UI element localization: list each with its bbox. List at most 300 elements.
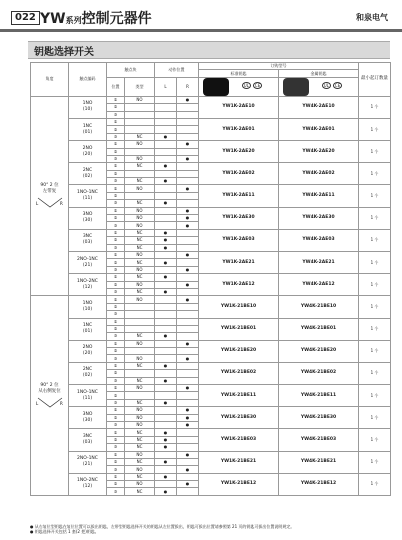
action-l: ● bbox=[155, 229, 177, 236]
min-qty: 1 个 bbox=[359, 318, 391, 340]
header-divider bbox=[0, 29, 402, 32]
std-key-model: YW1K-2AE03 bbox=[199, 229, 279, 251]
contact-code: 3NO (30) bbox=[69, 207, 107, 229]
header-row bbox=[31, 63, 391, 70]
metal-key-model: YW4K-21BE12 bbox=[279, 473, 359, 495]
min-qty: 1 个 bbox=[359, 340, 391, 362]
action-r bbox=[177, 318, 199, 325]
contact-position: ① bbox=[107, 141, 125, 148]
table-row bbox=[31, 118, 391, 125]
series-suffix: 系列 bbox=[65, 16, 82, 25]
action-l bbox=[155, 451, 177, 458]
action-r: ● bbox=[177, 185, 199, 192]
section-banner bbox=[28, 41, 390, 59]
contact-type: NC bbox=[125, 274, 155, 281]
action-r: ● bbox=[177, 207, 199, 214]
contact-position: ① bbox=[107, 407, 125, 414]
contact-position: ③ bbox=[107, 200, 125, 207]
action-r bbox=[177, 237, 199, 244]
std-key-model: YW1K-21BE03 bbox=[199, 429, 279, 451]
contact-type: NO bbox=[125, 281, 155, 288]
contact-position: ② bbox=[107, 348, 125, 355]
footnote: ● 从右复位型钥匙在复位位置可以拔出钥匙，左带型钥匙选择开关的钥匙从左位置拔出，钥匙可拔出位置请参照第 21 页的钥匙可拔出位置说明规定。 bbox=[30, 524, 295, 529]
min-qty: 1 个 bbox=[359, 407, 391, 429]
action-r bbox=[177, 178, 199, 185]
contact-type bbox=[125, 370, 155, 377]
contact-code: 2NO-1NC (21) bbox=[69, 451, 107, 473]
order-model-header: 订购型号 bbox=[199, 63, 359, 70]
min-qty: 1 个 bbox=[359, 429, 391, 451]
std-key-model: YW1K-21BE01 bbox=[199, 318, 279, 340]
std-key-image-cell bbox=[199, 77, 279, 96]
action-l bbox=[155, 155, 177, 162]
contact-type bbox=[125, 325, 155, 332]
action-r: ● bbox=[177, 451, 199, 458]
metal-key-model: YW4K-21BE01 bbox=[279, 318, 359, 340]
contact-position: ③ bbox=[107, 333, 125, 340]
action-r: ● bbox=[177, 421, 199, 428]
table-row bbox=[31, 274, 391, 281]
contact-position: ② bbox=[107, 215, 125, 222]
action-l bbox=[155, 392, 177, 399]
metal-key-model: YW4K-2AE01 bbox=[279, 118, 359, 140]
contact-position: ③ bbox=[107, 488, 125, 495]
min-qty: 1 个 bbox=[359, 207, 391, 229]
action-l bbox=[155, 340, 177, 347]
action-r bbox=[177, 104, 199, 111]
std-key-model: YW1K-21BE21 bbox=[199, 451, 279, 473]
action-l bbox=[155, 421, 177, 428]
table-row bbox=[31, 407, 391, 414]
r-header: R bbox=[177, 77, 199, 96]
contact-type: NC bbox=[125, 163, 155, 170]
diagram-label-l: L bbox=[35, 400, 38, 406]
contact-position: ② bbox=[107, 458, 125, 465]
action-l bbox=[155, 111, 177, 118]
metal-key-model: YW4K-21BE03 bbox=[279, 429, 359, 451]
table-row bbox=[31, 318, 391, 325]
action-r bbox=[177, 488, 199, 495]
contact-position: ① bbox=[107, 362, 125, 369]
min-qty: 1 个 bbox=[359, 163, 391, 185]
table-row bbox=[31, 473, 391, 480]
contact-type: NC bbox=[125, 288, 155, 295]
contact-type: NO bbox=[125, 185, 155, 192]
action-r: ● bbox=[177, 215, 199, 222]
contact-type: NO bbox=[125, 407, 155, 414]
contact-type: NC bbox=[125, 200, 155, 207]
contact-type: NO bbox=[125, 414, 155, 421]
min-qty: 1 个 bbox=[359, 251, 391, 273]
contact-block-header: 触点块 bbox=[107, 63, 155, 78]
action-l bbox=[155, 118, 177, 125]
action-l: ● bbox=[155, 458, 177, 465]
table-row bbox=[31, 251, 391, 258]
contact-position: ③ bbox=[107, 244, 125, 251]
spec-table bbox=[30, 62, 391, 496]
contact-type bbox=[125, 170, 155, 177]
min-qty: 1 个 bbox=[359, 118, 391, 140]
table-row bbox=[31, 429, 391, 436]
action-l bbox=[155, 215, 177, 222]
certification-marks bbox=[312, 83, 354, 91]
metal-key-model: YW4K-2AE12 bbox=[279, 274, 359, 296]
key-switch-photo bbox=[203, 78, 229, 96]
contact-code: 2NO-1NC (21) bbox=[69, 251, 107, 273]
metal-key-model: YW4K-2AE02 bbox=[279, 163, 359, 185]
metal-key-model: YW4K-21BE30 bbox=[279, 407, 359, 429]
action-r bbox=[177, 133, 199, 140]
table-row bbox=[31, 207, 391, 214]
contact-position: ③ bbox=[107, 355, 125, 362]
action-l bbox=[155, 303, 177, 310]
contact-type: NC bbox=[125, 229, 155, 236]
contact-position: ① bbox=[107, 274, 125, 281]
action-l: ● bbox=[155, 274, 177, 281]
action-l bbox=[155, 385, 177, 392]
action-l: ● bbox=[155, 178, 177, 185]
action-r: ● bbox=[177, 414, 199, 421]
action-r: ● bbox=[177, 385, 199, 392]
action-l bbox=[155, 466, 177, 473]
min-qty: 1 个 bbox=[359, 96, 391, 118]
action-l: ● bbox=[155, 444, 177, 451]
contact-type: NO bbox=[125, 466, 155, 473]
action-r bbox=[177, 111, 199, 118]
action-l bbox=[155, 222, 177, 229]
contact-position: ② bbox=[107, 148, 125, 155]
action-l: ● bbox=[155, 436, 177, 443]
action-l bbox=[155, 481, 177, 488]
min-qty: 1 个 bbox=[359, 229, 391, 251]
contact-type bbox=[125, 318, 155, 325]
action-l bbox=[155, 251, 177, 258]
angle-header: 角度 bbox=[31, 63, 69, 97]
action-r bbox=[177, 163, 199, 170]
contact-code: 2NO (20) bbox=[69, 141, 107, 163]
std-key-model: YW1K-2AE02 bbox=[199, 163, 279, 185]
contact-code: 3NC (03) bbox=[69, 229, 107, 251]
metal-key-model: YW4K-2AE10 bbox=[279, 96, 359, 118]
table-row bbox=[31, 96, 391, 103]
contact-position: ③ bbox=[107, 466, 125, 473]
action-l bbox=[155, 370, 177, 377]
action-r bbox=[177, 370, 199, 377]
min-qty: 1 个 bbox=[359, 141, 391, 163]
action-position-header: 动作位置 bbox=[155, 63, 199, 78]
action-r bbox=[177, 458, 199, 465]
std-key-model: YW1K-2AE11 bbox=[199, 185, 279, 207]
std-key-header: 标准钥匙 bbox=[199, 70, 279, 77]
action-l: ● bbox=[155, 362, 177, 369]
contact-code: 2NC (02) bbox=[69, 163, 107, 185]
contact-type: NO bbox=[125, 207, 155, 214]
contact-position: ① bbox=[107, 451, 125, 458]
action-r bbox=[177, 362, 199, 369]
action-l: ● bbox=[155, 429, 177, 436]
contact-position: ② bbox=[107, 192, 125, 199]
metal-key-model: YW4K-21BE11 bbox=[279, 385, 359, 407]
contact-type bbox=[125, 303, 155, 310]
footnote: ● 钥匙选择开关包括 1 套(2 把)钥匙。 bbox=[30, 529, 99, 534]
contact-type: NC bbox=[125, 458, 155, 465]
contact-position: ③ bbox=[107, 399, 125, 406]
action-r bbox=[177, 229, 199, 236]
diagram-label-r: R bbox=[59, 201, 63, 207]
contact-type: NC bbox=[125, 399, 155, 406]
table-row bbox=[31, 296, 391, 303]
action-l: ● bbox=[155, 473, 177, 480]
min-qty-label: 最小起订数量 bbox=[361, 76, 388, 82]
metal-key-model: YW4K-21BE02 bbox=[279, 362, 359, 384]
contact-position: ① bbox=[107, 429, 125, 436]
contact-type bbox=[125, 104, 155, 111]
action-r bbox=[177, 377, 199, 384]
series-title bbox=[40, 8, 152, 28]
action-r bbox=[177, 288, 199, 295]
std-key-model: YW1K-21BE10 bbox=[199, 296, 279, 318]
contact-code: 1NO-1NC (11) bbox=[69, 385, 107, 407]
contact-position: ① bbox=[107, 229, 125, 236]
contact-position: ① bbox=[107, 96, 125, 103]
action-r bbox=[177, 126, 199, 133]
angle-cell bbox=[31, 296, 69, 496]
action-r: ● bbox=[177, 222, 199, 229]
contact-code: 1NO (10) bbox=[69, 96, 107, 118]
action-r bbox=[177, 244, 199, 251]
contact-position: ② bbox=[107, 325, 125, 332]
contact-position: ① bbox=[107, 185, 125, 192]
contact-code: 2NC (02) bbox=[69, 362, 107, 384]
action-r: ● bbox=[177, 96, 199, 103]
contact-type: NO bbox=[125, 155, 155, 162]
action-l: ● bbox=[155, 200, 177, 207]
contact-code: 3NO (30) bbox=[69, 407, 107, 429]
contact-type: NO bbox=[125, 222, 155, 229]
table-row bbox=[31, 340, 391, 347]
action-l bbox=[155, 170, 177, 177]
contact-position: ① bbox=[107, 385, 125, 392]
angle-label: 90° 2 位 从右侧复位 bbox=[38, 382, 61, 394]
contact-type: NC bbox=[125, 333, 155, 340]
action-l: ● bbox=[155, 333, 177, 340]
action-r: ● bbox=[177, 251, 199, 258]
std-key-model: YW1K-2AE30 bbox=[199, 207, 279, 229]
min-qty: 1 个 bbox=[359, 296, 391, 318]
action-r: ● bbox=[177, 481, 199, 488]
action-r bbox=[177, 333, 199, 340]
action-r: ● bbox=[177, 466, 199, 473]
std-key-model: YW1K-2AE21 bbox=[199, 251, 279, 273]
contact-code: 1NO (10) bbox=[69, 296, 107, 318]
table-row bbox=[31, 451, 391, 458]
contact-type bbox=[125, 111, 155, 118]
page-header bbox=[0, 0, 402, 28]
table-row bbox=[31, 362, 391, 369]
action-l bbox=[155, 414, 177, 421]
category-title: 控制元器件 bbox=[81, 11, 152, 27]
action-l bbox=[155, 266, 177, 273]
rotation-diagram bbox=[35, 195, 65, 209]
action-l: ● bbox=[155, 488, 177, 495]
metal-key-header: 金属钥匙 bbox=[279, 70, 359, 77]
std-key-model: YW1K-21BE11 bbox=[199, 385, 279, 407]
table-row bbox=[31, 229, 391, 236]
std-key-model: YW1K-2AE12 bbox=[199, 274, 279, 296]
action-r bbox=[177, 192, 199, 199]
contact-position: ① bbox=[107, 296, 125, 303]
action-r: ● bbox=[177, 340, 199, 347]
contact-code: 3NC (03) bbox=[69, 429, 107, 451]
l-header: L bbox=[155, 77, 177, 96]
std-key-model: YW1K-21BE20 bbox=[199, 340, 279, 362]
table-row bbox=[31, 185, 391, 192]
certification-marks bbox=[232, 83, 274, 91]
action-r bbox=[177, 399, 199, 406]
std-key-model: YW1K-2AE20 bbox=[199, 141, 279, 163]
action-r bbox=[177, 148, 199, 155]
contact-type: NC bbox=[125, 429, 155, 436]
contact-position: ② bbox=[107, 237, 125, 244]
contact-position: ③ bbox=[107, 266, 125, 273]
section-title: 钥匙选择开关 bbox=[34, 47, 94, 58]
contact-type: NO bbox=[125, 481, 155, 488]
metal-key-model: YW4K-21BE20 bbox=[279, 340, 359, 362]
contact-position: ① bbox=[107, 163, 125, 170]
min-qty: 1 个 bbox=[359, 185, 391, 207]
std-key-model: YW1K-21BE12 bbox=[199, 473, 279, 495]
action-l bbox=[155, 355, 177, 362]
diagram-label-r: R bbox=[59, 400, 63, 406]
contact-type: NC bbox=[125, 362, 155, 369]
action-r bbox=[177, 118, 199, 125]
contact-type: NO bbox=[125, 355, 155, 362]
action-l bbox=[155, 207, 177, 214]
action-r bbox=[177, 311, 199, 318]
contact-code: 1NO-2NC (12) bbox=[69, 274, 107, 296]
position-header: 位置 bbox=[107, 77, 125, 96]
contact-type: NC bbox=[125, 259, 155, 266]
contact-position: ① bbox=[107, 118, 125, 125]
action-l bbox=[155, 185, 177, 192]
type-header: 类型 bbox=[125, 77, 155, 96]
action-l: ● bbox=[155, 377, 177, 384]
metal-key-model: YW4K-2AE21 bbox=[279, 251, 359, 273]
contact-type: NC bbox=[125, 244, 155, 251]
contact-position: ③ bbox=[107, 288, 125, 295]
action-l bbox=[155, 148, 177, 155]
contact-position: ③ bbox=[107, 111, 125, 118]
contact-type: NC bbox=[125, 473, 155, 480]
contact-position: ② bbox=[107, 392, 125, 399]
metal-key-model: YW4K-2AE20 bbox=[279, 141, 359, 163]
contact-type: NC bbox=[125, 178, 155, 185]
action-r: ● bbox=[177, 155, 199, 162]
action-l bbox=[155, 325, 177, 332]
action-r bbox=[177, 259, 199, 266]
metal-key-model: YW4K-21BE10 bbox=[279, 296, 359, 318]
contact-type bbox=[125, 126, 155, 133]
contact-type: NO bbox=[125, 251, 155, 258]
action-r bbox=[177, 348, 199, 355]
page-number: 022 bbox=[11, 11, 40, 25]
action-r bbox=[177, 200, 199, 207]
contact-code: 2NO (20) bbox=[69, 340, 107, 362]
contact-type bbox=[125, 148, 155, 155]
action-l bbox=[155, 311, 177, 318]
min-qty-header bbox=[359, 63, 391, 97]
min-qty: 1 个 bbox=[359, 362, 391, 384]
table-row bbox=[31, 141, 391, 148]
contact-type: NO bbox=[125, 385, 155, 392]
action-l bbox=[155, 407, 177, 414]
contact-type: NO bbox=[125, 451, 155, 458]
action-l: ● bbox=[155, 163, 177, 170]
contact-position: ③ bbox=[107, 133, 125, 140]
action-l: ● bbox=[155, 133, 177, 140]
contact-position: ① bbox=[107, 340, 125, 347]
contact-position: ③ bbox=[107, 222, 125, 229]
contact-position: ③ bbox=[107, 178, 125, 185]
metal-key-model: YW4K-2AE03 bbox=[279, 229, 359, 251]
action-r bbox=[177, 170, 199, 177]
contact-code: 1NC (01) bbox=[69, 118, 107, 140]
contact-type: NC bbox=[125, 488, 155, 495]
action-l bbox=[155, 126, 177, 133]
contact-type bbox=[125, 392, 155, 399]
footnotes bbox=[30, 524, 390, 534]
contact-code: 1NC (01) bbox=[69, 318, 107, 340]
contact-type bbox=[125, 118, 155, 125]
contact-position: ② bbox=[107, 281, 125, 288]
contact-position: ③ bbox=[107, 421, 125, 428]
contact-type: NO bbox=[125, 421, 155, 428]
action-r bbox=[177, 303, 199, 310]
action-l: ● bbox=[155, 237, 177, 244]
std-key-model: YW1K-2AE01 bbox=[199, 118, 279, 140]
contact-position: ② bbox=[107, 436, 125, 443]
contact-position: ② bbox=[107, 170, 125, 177]
std-key-model: YW1K-21BE30 bbox=[199, 407, 279, 429]
action-r: ● bbox=[177, 407, 199, 414]
contact-position: ① bbox=[107, 251, 125, 258]
action-l bbox=[155, 141, 177, 148]
std-key-model: YW1K-21BE02 bbox=[199, 362, 279, 384]
contact-type: NC bbox=[125, 436, 155, 443]
contact-type bbox=[125, 192, 155, 199]
contact-position: ② bbox=[107, 481, 125, 488]
action-l bbox=[155, 192, 177, 199]
brand-logo: 和泉电气 bbox=[356, 13, 388, 22]
action-r bbox=[177, 392, 199, 399]
contact-type: NC bbox=[125, 237, 155, 244]
contact-type: NC bbox=[125, 133, 155, 140]
action-l bbox=[155, 96, 177, 103]
std-key-model: YW1K-2AE10 bbox=[199, 96, 279, 118]
action-l: ● bbox=[155, 288, 177, 295]
min-qty: 1 个 bbox=[359, 274, 391, 296]
metal-key-image-cell bbox=[279, 77, 359, 96]
contact-type bbox=[125, 348, 155, 355]
action-l bbox=[155, 318, 177, 325]
contact-position: ③ bbox=[107, 155, 125, 162]
rotation-diagram bbox=[35, 395, 65, 409]
action-l: ● bbox=[155, 244, 177, 251]
metal-key-model: YW4K-21BE21 bbox=[279, 451, 359, 473]
action-r: ● bbox=[177, 266, 199, 273]
cert-mark: UL bbox=[323, 82, 329, 88]
action-l: ● bbox=[155, 399, 177, 406]
